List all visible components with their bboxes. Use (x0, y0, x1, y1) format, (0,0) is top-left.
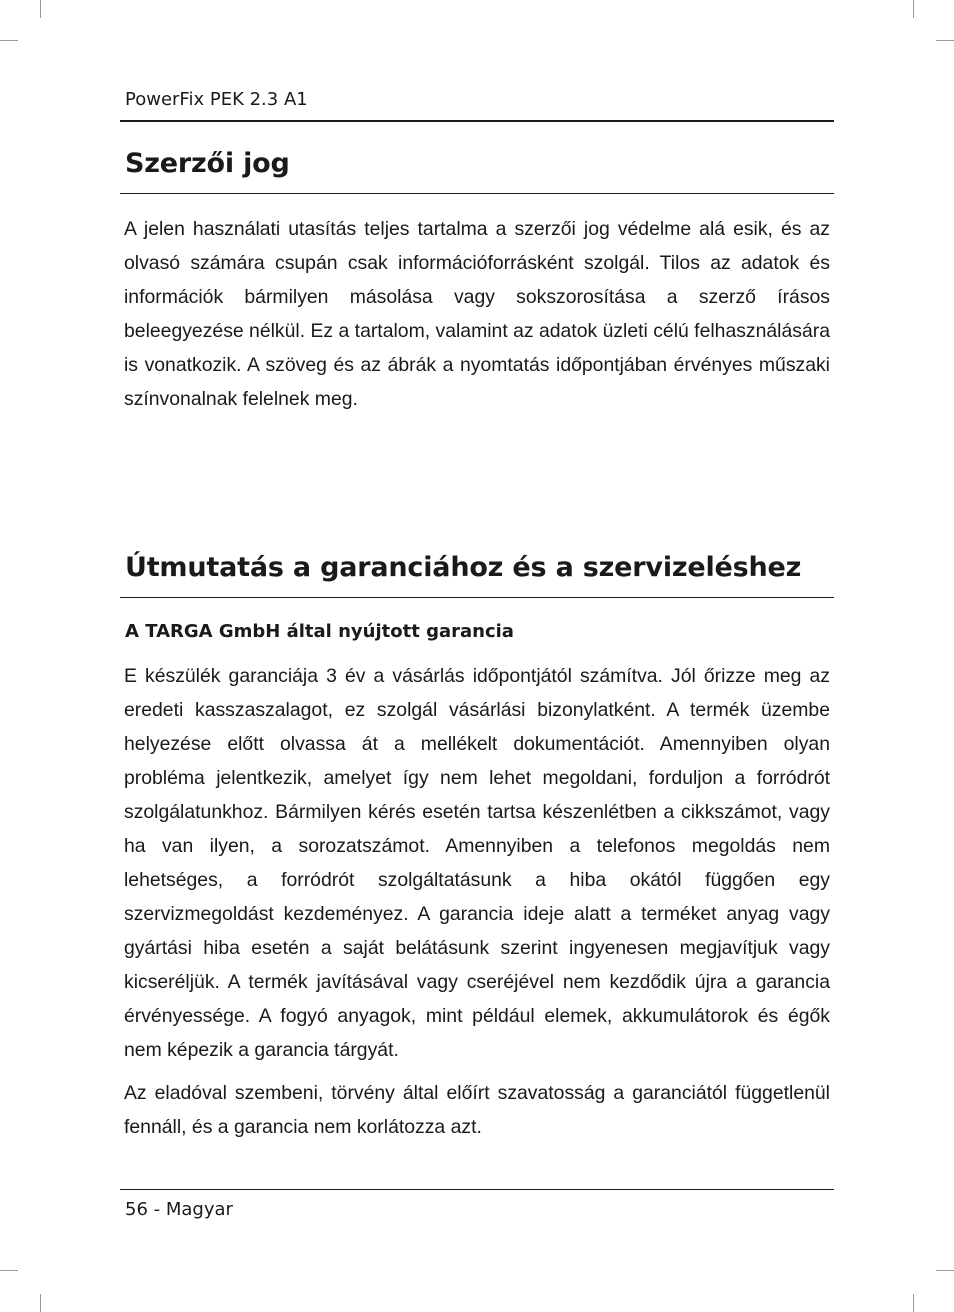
warranty-paragraph-1: E készülék garanciája 3 év a vásárlás időpontjától számítva. Jól őrizze meg az eredeti kasszaszalagot, ez szolgál vásárlási bizonylatként. A termék üzembe helyezése előtt olvassa át a mellékelt dokumentációt. Amennyiben olyan probléma jelentkezik, amelyet így nem lehet megoldani, forduljon a forródrót szolgálatunkhoz. Bármilyen kérés esetén tartsa készenlétben a cikkszámot, vagy ha van ilyen, a sorozatszámot. Amennyiben a telefonos megoldás nem lehetséges, a forródrót szolgáltatásunk a hiba okától függően egy szervizmegoldást kezdeményez. A garancia ideje alatt a terméket anyag vagy gyártási hiba esetén a saját belátásunk szerint ingyenesen megjavítjuk vagy kicseréljük. A termék javításával vagy cseréjével nem kezdődik újra a garancia érvényessége. A fogyó anyagok, mint például elemek, akkumulátorok és égők nem képezik a garancia tárgyát. (124, 665, 830, 1061)
page-footer: 56 - Magyar (125, 1199, 233, 1220)
copyright-title-rule (120, 193, 834, 194)
crop-mark (40, 1294, 41, 1312)
copyright-title: Szerzői jog (125, 148, 290, 179)
crop-mark (40, 0, 41, 18)
warranty-title-rule (120, 597, 834, 598)
warranty-paragraph-2: Az eladóval szembeni, törvény által előírt szavatosság a garanciától függetlenül fennáll, és a garancia nem korlátozza azt. (124, 1082, 830, 1138)
crop-mark (913, 1294, 914, 1312)
warranty-subtitle: A TARGA GmbH által nyújtott garancia (125, 621, 514, 642)
copyright-paragraph: A jelen használati utasítás teljes tartalma a szerzői jog védelme alá esik, és az olvasó számára csupán csak információforrásként szolgál. Tilos az adatok és információk bármilyen másolása vagy sokszorosítása a szerző írásos beleegyezése nélkül. Ez a tartalom, valamint az adatok üzleti célú felhasználására is vonatkozik. A szöveg és az ábrák a nyomtatás időpontjában érvényes műszaki színvonalnak felelnek meg. (124, 218, 830, 410)
warranty-title: Útmutatás a garanciához és a szervizeléshez (125, 552, 802, 583)
footer-rule (120, 1189, 834, 1190)
header-rule (120, 120, 834, 122)
crop-mark (0, 1270, 18, 1271)
crop-mark (0, 40, 18, 41)
crop-mark (913, 0, 914, 18)
running-header: PowerFix PEK 2.3 A1 (125, 89, 308, 110)
crop-mark (936, 1270, 954, 1271)
crop-mark (936, 40, 954, 41)
